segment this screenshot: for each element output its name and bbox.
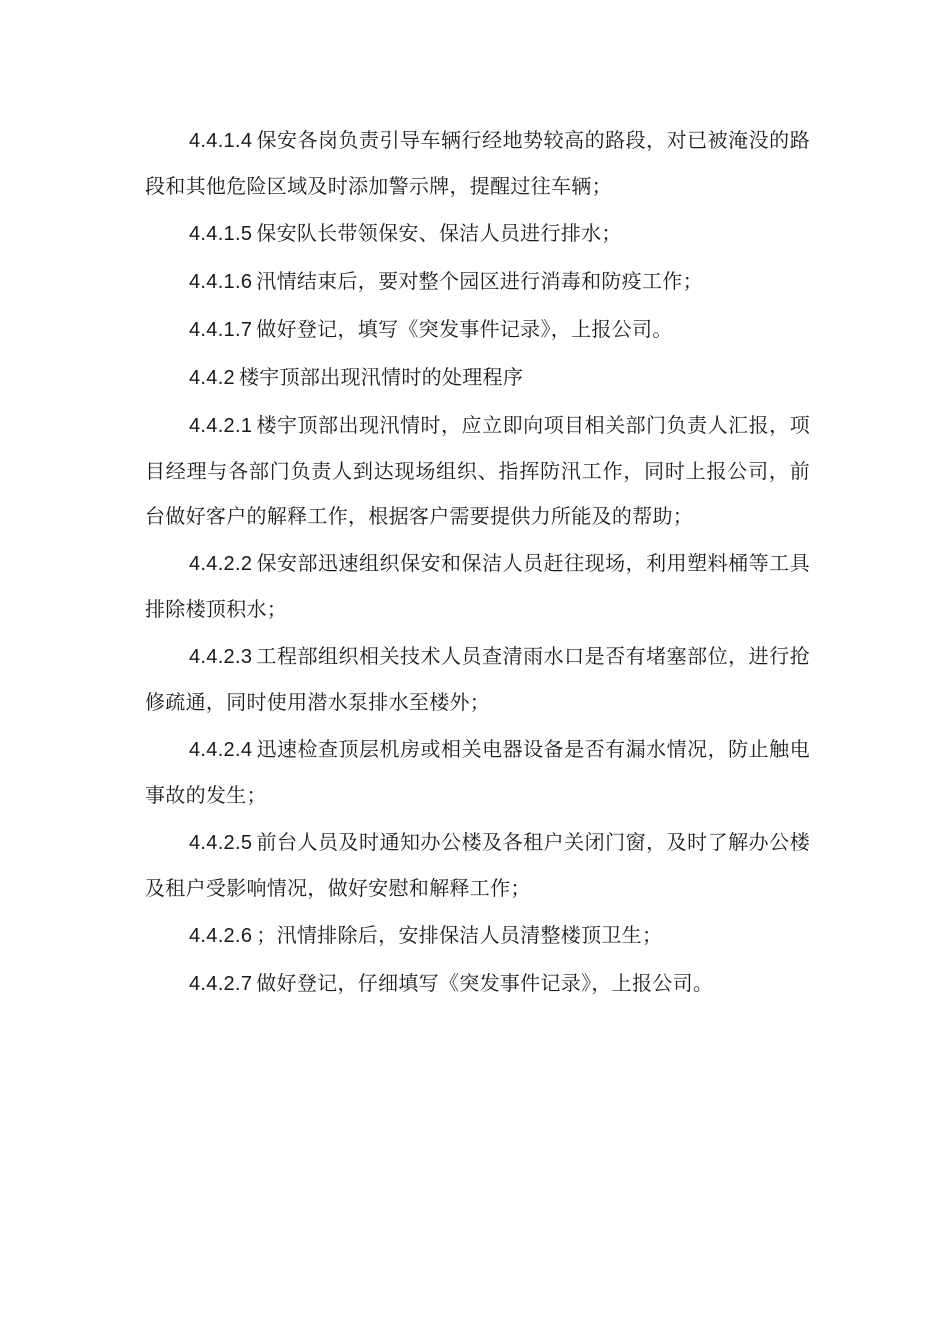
paragraph-4-4-2-6 <box>145 913 810 959</box>
paragraph-4-4-1-4 <box>145 118 810 209</box>
paragraph-text: 楼宇顶部出现汛情时的处理程序 <box>238 365 524 389</box>
paragraph-4-4-1-5 <box>145 211 810 257</box>
paragraph-4-4-2-1 <box>145 403 810 539</box>
paragraph-number: 4.4.2.5 <box>189 832 253 854</box>
paragraph-4-4-1-7 <box>145 307 810 353</box>
paragraph-4-4-2-5 <box>145 820 810 911</box>
paragraph-number: 4.4.2.1 <box>189 415 253 437</box>
paragraph-text: 保安队长带领保安、保洁人员进行排水； <box>256 221 622 245</box>
paragraph-number: 4.4.2.6 <box>189 925 253 947</box>
paragraph-4-4-1-6 <box>145 259 810 305</box>
paragraph-text: 保安各岗负责引导车辆行经地势较高的路段，对已被淹没的路段和其他危险区域及时添加警示牌，提醒过往车辆； <box>145 128 810 198</box>
paragraph-text: 保安部迅速组织保安和保洁人员赶往现场，利用塑料桶等工具排除楼顶积水； <box>145 551 810 621</box>
paragraph-text: ；汛情排除后，安排保洁人员清整楼顶卫生； <box>256 923 663 947</box>
document-body <box>145 118 810 1009</box>
section-heading-4-4-2 <box>145 355 810 401</box>
paragraph-number: 4.4.2.2 <box>189 553 253 575</box>
paragraph-number: 4.4.2.3 <box>189 646 253 668</box>
paragraph-text: 前台人员及时通知办公楼及各租户关闭门窗，及时了解办公楼及租户受影响情况，做好安慰和解释工作； <box>145 830 810 900</box>
paragraph-text: 做好登记，填写《突发事件记录》，上报公司。 <box>256 317 673 341</box>
paragraph-4-4-2-2 <box>145 541 810 632</box>
paragraph-4-4-2-7 <box>145 961 810 1007</box>
paragraph-4-4-2-4 <box>145 727 810 818</box>
paragraph-number: 4.4.1.6 <box>189 271 253 293</box>
paragraph-4-4-2-3 <box>145 634 810 725</box>
paragraph-number: 4.4.2 <box>189 367 235 389</box>
paragraph-text: 楼宇顶部出现汛情时，应立即向项目相关部门负责人汇报，项目经理与各部门负责人到达现场组织、指挥防汛工作，同时上报公司，前台做好客户的解释工作，根据客户需要提供力所能及的帮助； <box>145 413 810 528</box>
paragraph-number: 4.4.1.5 <box>189 223 253 245</box>
paragraph-number: 4.4.2.7 <box>189 973 253 995</box>
paragraph-text: 汛情结束后，要对整个园区进行消毒和防疫工作； <box>256 269 703 293</box>
paragraph-number: 4.4.2.4 <box>189 739 253 761</box>
paragraph-number: 4.4.1.7 <box>189 319 253 341</box>
paragraph-text: 做好登记，仔细填写《突发事件记录》，上报公司。 <box>256 971 714 995</box>
paragraph-text: 工程部组织相关技术人员查清雨水口是否有堵塞部位，进行抢修疏通，同时使用潜水泵排水至楼外； <box>145 644 810 714</box>
paragraph-text: 迅速检查顶层机房或相关电器设备是否有漏水情况，防止触电事故的发生； <box>145 737 810 807</box>
paragraph-number: 4.4.1.4 <box>189 130 253 152</box>
